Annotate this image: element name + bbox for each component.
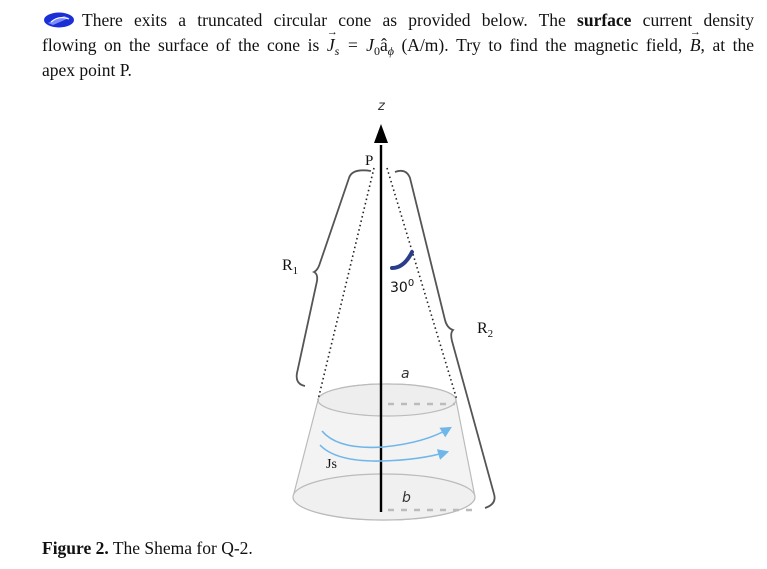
r2-label: $R_2$ <box>477 320 494 340</box>
angle-label: $30^0$ <box>390 278 415 296</box>
r1-brace <box>297 170 371 386</box>
bold-surface: surface <box>577 10 632 30</box>
line1-text: There exits a truncated circular cone as provided below. The <box>82 10 578 30</box>
j0-subscript: 0 <box>373 44 380 58</box>
phi-subscript: ϕ <box>387 44 394 58</box>
j0-symbol: = J <box>339 35 374 55</box>
z-axis-arrowhead <box>374 124 388 143</box>
left-dotted-generator <box>318 168 374 400</box>
figure-caption <box>42 538 253 559</box>
top-ellipse <box>318 384 456 416</box>
line1-text-end: current density <box>631 10 755 30</box>
js-vector: → J <box>327 33 335 58</box>
radius-b-label: b <box>402 490 411 506</box>
apex-label-p: P <box>365 153 374 169</box>
line2-text-end: , at the <box>700 35 754 55</box>
a-hat: â <box>379 35 388 55</box>
radius-a-label: a <box>401 366 410 382</box>
problem-line-3: apex point P. <box>42 60 132 80</box>
caption-text: The Shema for Q-2. <box>108 538 253 558</box>
units-text: (A/m). Try to find the magnetic field, <box>393 35 690 55</box>
bottom-ellipse <box>293 474 475 520</box>
z-axis-label: z <box>378 99 385 114</box>
js-subscript: s <box>334 44 340 58</box>
caption-figure-number: Figure 2. <box>42 538 109 558</box>
b-vector: → B <box>690 33 701 58</box>
line2-text: flowing on the surface of the cone is <box>42 35 327 55</box>
js-label: Js <box>326 457 337 472</box>
angle-arc <box>392 252 412 268</box>
r1-label: $R_1$ <box>282 257 299 277</box>
